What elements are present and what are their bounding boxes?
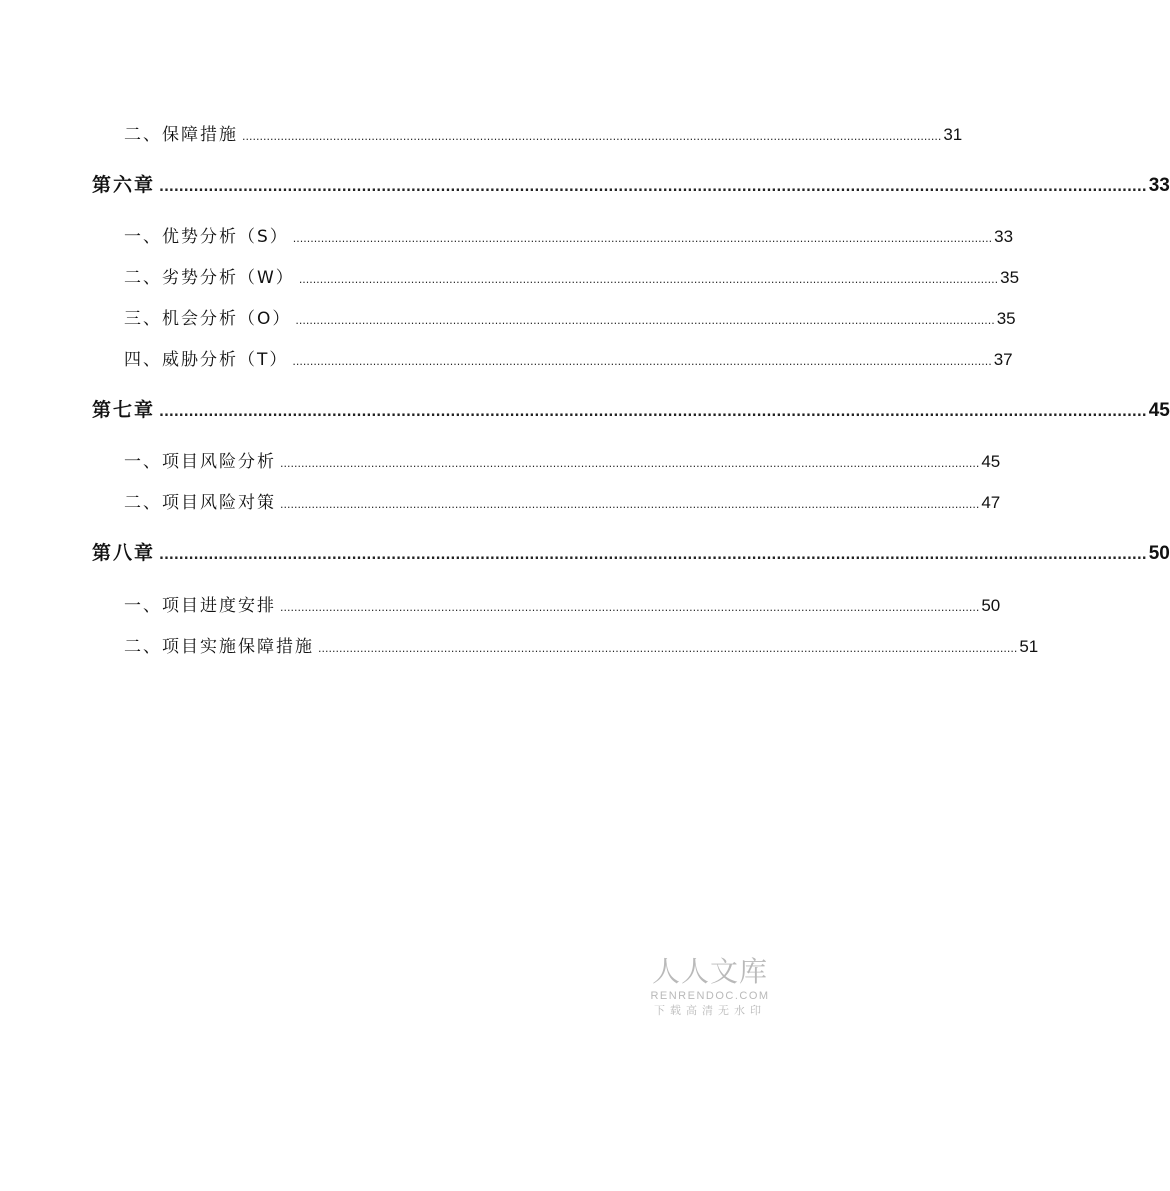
toc-leader-dots: ........................................................................................................................................................................................................ bbox=[280, 601, 980, 614]
toc-chapter-page: 50 bbox=[1148, 543, 1170, 564]
toc-entry[interactable] bbox=[124, 493, 1001, 513]
toc-chapter-entry[interactable] bbox=[92, 542, 1170, 564]
toc-leader-dots: ........................................................................................................................................................................................................ bbox=[292, 232, 993, 245]
toc-entry-label: 保障措施 bbox=[162, 125, 238, 145]
watermark-domain: RENRENDOC.COM bbox=[650, 990, 770, 1002]
toc-entry-number: 一、 bbox=[124, 596, 162, 616]
toc-leader-dots: ........................................................................................................................................................................................................ bbox=[280, 457, 980, 470]
toc-entry[interactable] bbox=[124, 350, 1013, 370]
toc-entry-number: 二、 bbox=[124, 637, 162, 657]
toc-entry-label: 项目进度安排 bbox=[162, 596, 276, 616]
toc-leader-dots: ........................................................................................................................................................................................................ bbox=[298, 273, 999, 286]
toc-entry-page: 47 bbox=[981, 493, 1001, 512]
toc-leader-dots: ........................................................................................................................................................................................................ bbox=[159, 548, 1147, 563]
toc-entry-number: 二、 bbox=[124, 268, 162, 288]
toc-leader-dots: ........................................................................................................................................................................................................ bbox=[159, 405, 1147, 420]
toc-entry-number: 二、 bbox=[124, 125, 162, 145]
toc-leader-dots: ........................................................................................................................................................................................................ bbox=[295, 314, 995, 327]
toc-leader-dots: ........................................................................................................................................................................................................ bbox=[242, 130, 942, 143]
toc-entry-label: 劣势分析（W） bbox=[162, 268, 295, 288]
toc-entry-label: 威胁分析（T） bbox=[162, 350, 289, 370]
toc-entry-number: 一、 bbox=[124, 227, 162, 247]
toc-entry-page: 50 bbox=[981, 596, 1001, 615]
toc-entry-number: 四、 bbox=[124, 350, 162, 370]
toc-chapter-label: 第七章 bbox=[92, 399, 156, 421]
toc-entry-page: 35 bbox=[996, 309, 1016, 328]
toc-entry-page: 45 bbox=[981, 452, 1001, 471]
watermark-logo bbox=[640, 955, 780, 1019]
toc-entry-page: 35 bbox=[1000, 268, 1020, 287]
toc-entry-page: 33 bbox=[994, 227, 1014, 246]
toc-entry-number: 三、 bbox=[124, 309, 162, 329]
toc-entry-label: 机会分析（O） bbox=[162, 309, 292, 329]
toc-leader-dots: ........................................................................................................................................................................................................ bbox=[318, 642, 1018, 655]
toc-chapter-label: 第六章 bbox=[92, 174, 156, 196]
toc-entry-label: 项目风险分析 bbox=[162, 452, 276, 472]
toc-entry-label: 优势分析（S） bbox=[162, 227, 289, 247]
toc-entry[interactable] bbox=[124, 125, 963, 145]
toc-entry-page: 51 bbox=[1019, 637, 1039, 656]
toc-chapter-label: 第八章 bbox=[92, 542, 156, 564]
toc-entry[interactable] bbox=[124, 596, 1001, 616]
watermark-title: 人人文库 bbox=[651, 955, 768, 988]
toc-entry-page: 31 bbox=[943, 125, 963, 144]
toc-entry[interactable] bbox=[124, 452, 1001, 472]
toc-entry-page: 37 bbox=[993, 350, 1013, 369]
toc-entry[interactable] bbox=[124, 268, 1020, 288]
toc-chapter-entry[interactable] bbox=[92, 399, 1170, 421]
toc-entry-label: 项目实施保障措施 bbox=[162, 637, 314, 657]
toc-leader-dots: ........................................................................................................................................................................................................ bbox=[280, 498, 980, 511]
toc-entry-number: 二、 bbox=[124, 493, 162, 513]
toc-chapter-page: 33 bbox=[1148, 175, 1170, 196]
toc-chapter-entry[interactable] bbox=[92, 174, 1170, 196]
toc-leader-dots: ........................................................................................................................................................................................................ bbox=[292, 355, 992, 368]
toc-entry-number: 一、 bbox=[124, 452, 162, 472]
toc-entry-label: 项目风险对策 bbox=[162, 493, 276, 513]
toc-entry[interactable] bbox=[124, 227, 1014, 247]
toc-leader-dots: ........................................................................................................................................................................................................ bbox=[159, 180, 1147, 195]
watermark-tagline: 下载高清无水印 bbox=[654, 1004, 766, 1017]
toc-chapter-page: 45 bbox=[1148, 400, 1170, 421]
toc-entry[interactable] bbox=[124, 637, 1039, 657]
toc-entry[interactable] bbox=[124, 309, 1016, 329]
